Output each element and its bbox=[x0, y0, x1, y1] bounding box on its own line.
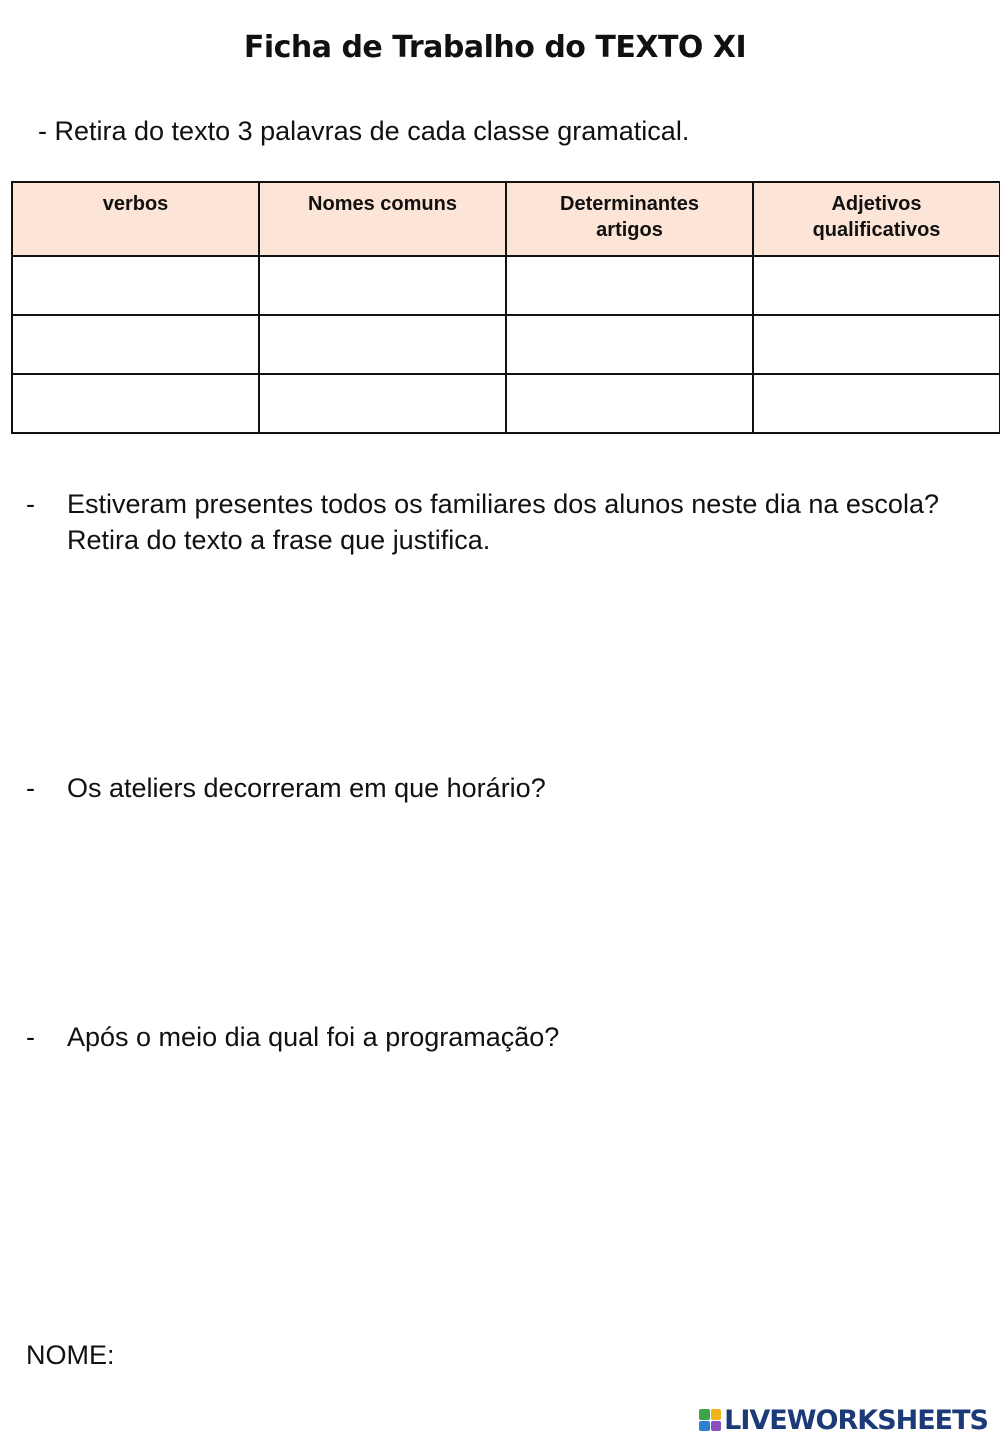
answer-cell[interactable] bbox=[753, 256, 1000, 315]
instruction-text: - Retira do texto 3 palavras de cada classe gramatical. bbox=[38, 116, 690, 146]
answer-cell[interactable] bbox=[12, 315, 259, 374]
header-verbos: verbos bbox=[12, 182, 259, 256]
liveworksheets-logo-icon bbox=[699, 1409, 721, 1431]
question-dash: - bbox=[26, 489, 35, 519]
question-dash: - bbox=[26, 773, 35, 803]
answer-cell[interactable] bbox=[12, 256, 259, 315]
brand-name: LIVEWORKSHEETS bbox=[724, 1404, 988, 1436]
answer-cell[interactable] bbox=[506, 374, 753, 433]
table-row bbox=[12, 256, 1000, 315]
question-3 bbox=[26, 1019, 946, 1055]
question-text: Os ateliers decorreram em que horário? bbox=[67, 773, 546, 803]
question-dash: - bbox=[26, 1022, 35, 1052]
header-adjetivos-qualificativos: Adjetivos qualificativos bbox=[753, 182, 1000, 256]
answer-cell[interactable] bbox=[259, 374, 506, 433]
name-label: NOME: bbox=[26, 1340, 115, 1370]
grammar-table bbox=[11, 181, 1000, 434]
answer-cell[interactable] bbox=[259, 256, 506, 315]
question-1 bbox=[26, 486, 946, 558]
answer-cell[interactable] bbox=[753, 374, 1000, 433]
table-row bbox=[12, 315, 1000, 374]
answer-cell[interactable] bbox=[259, 315, 506, 374]
header-determinantes-artigos: Determinantes artigos bbox=[506, 182, 753, 256]
table-row bbox=[12, 374, 1000, 433]
brand-logo[interactable] bbox=[699, 1404, 988, 1436]
question-text: Após o meio dia qual foi a programação? bbox=[67, 1022, 560, 1052]
table-header-row bbox=[12, 182, 1000, 256]
answer-cell[interactable] bbox=[506, 315, 753, 374]
header-nomes-comuns: Nomes comuns bbox=[259, 182, 506, 256]
page-title: Ficha de Trabalho do TEXTO XI bbox=[243, 30, 747, 65]
answer-cell[interactable] bbox=[12, 374, 259, 433]
question-text: Estiveram presentes todos os familiares dos alunos neste dia na escola? Retira do texto a frase que justifica. bbox=[67, 489, 939, 555]
question-2 bbox=[26, 770, 946, 806]
answer-cell[interactable] bbox=[506, 256, 753, 315]
answer-cell[interactable] bbox=[753, 315, 1000, 374]
